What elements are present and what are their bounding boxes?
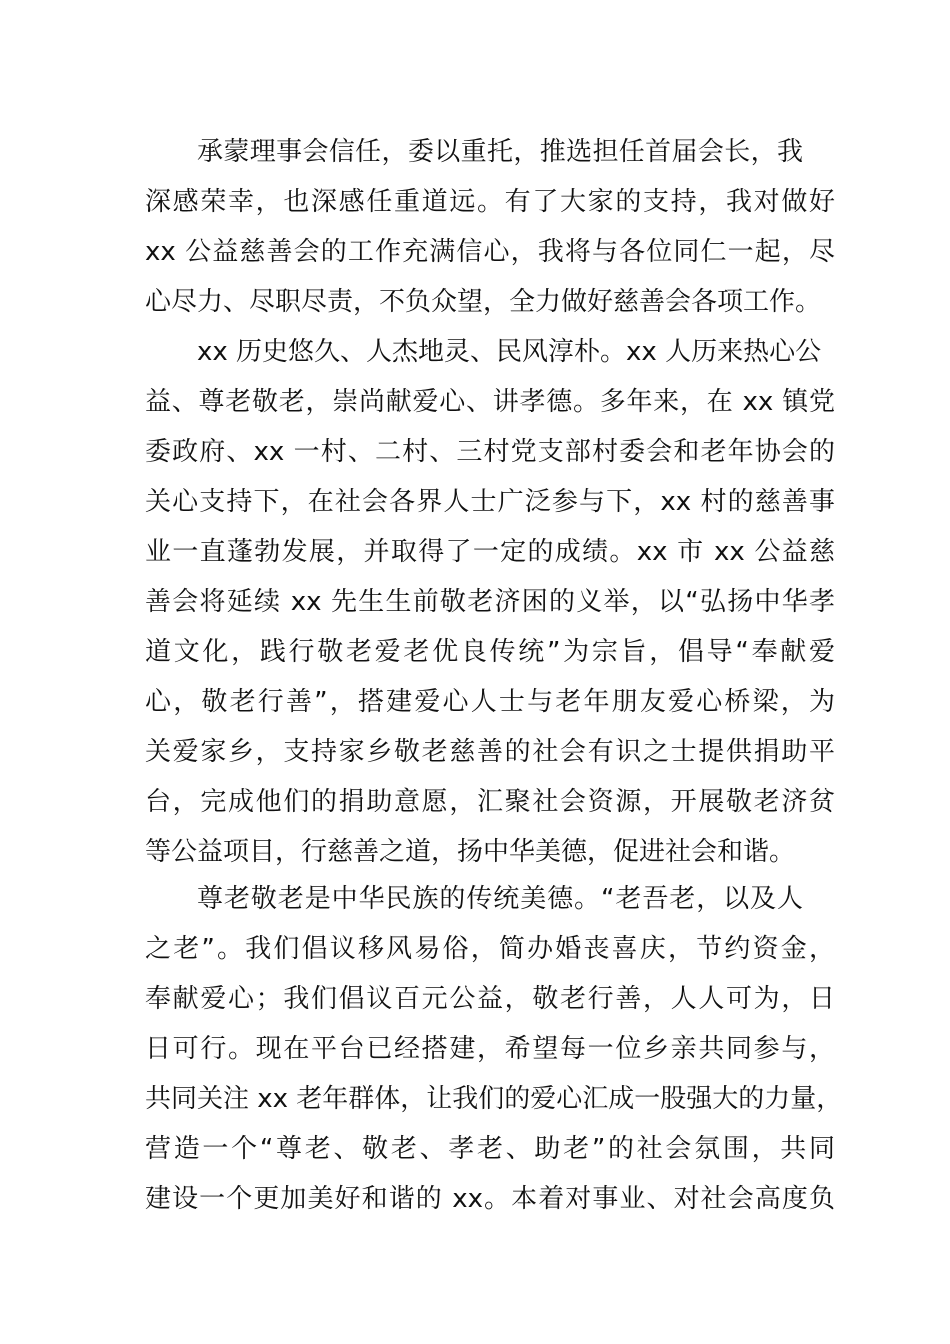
line-p3-4: 日可行。现在平台已经搭建，希望每一位乡亲共同参与， [145, 1034, 835, 1064]
line-p1-4: 心尽力、尽职尽责，不负众望，全力做好慈善会各项工作。 [145, 287, 822, 317]
line-p2-5: 业一直蓬勃发展，并取得了一定的成绩。xx 市 xx 公益慈 [145, 537, 835, 567]
line-p1-3: xx 公益慈善会的工作充满信心，我将与各位同仁一起，尽 [145, 237, 835, 267]
line-p3-3: 奉献爱心；我们倡议百元公益，敬老行善，人人可为，日 [145, 984, 835, 1014]
line-p2-7: 道文化，践行敬老爱老优良传统”为宗旨，倡导“奉献爱 [145, 637, 835, 667]
line-p2-10: 台，完成他们的捐助意愿，汇聚社会资源，开展敬老济贫 [145, 787, 835, 817]
line-p2-4: 关心支持下，在社会各界人士广泛参与下，xx 村的慈善事 [145, 487, 835, 517]
line-p2-6: 善会将延续 xx 先生生前敬老济困的义举，以“弘扬中华孝 [145, 587, 835, 617]
line-p1-2: 深感荣幸，也深感任重道远。有了大家的支持，我对做好 [145, 187, 835, 217]
line-p2-9: 关爱家乡，支持家乡敬老慈善的社会有识之士提供捐助平 [145, 737, 835, 767]
line-p2-2: 益、尊老敬老，崇尚献爱心、讲孝德。多年来，在 xx 镇党 [145, 387, 835, 417]
line-p1-1: 承蒙理事会信任，委以重托，推选担任首届会长，我 [197, 137, 803, 167]
line-p2-3: 委政府、xx 一村、二村、三村党支部村委会和老年协会的 [145, 437, 835, 467]
line-p3-6: 营造一个“尊老、敬老、孝老、助老”的社会氛围，共同 [145, 1134, 835, 1164]
line-p2-11: 等公益项目，行慈善之道，扬中华美德，促进社会和谐。 [145, 837, 796, 867]
line-p3-7: 建设一个更加美好和谐的 xx。本着对事业、对社会高度负 [145, 1184, 835, 1214]
line-p3-1: 尊老敬老是中华民族的传统美德。“老吾老，以及人 [197, 884, 803, 914]
line-p2-1: xx 历史悠久、人杰地灵、民风淳朴。xx 人历来热心公 [197, 337, 822, 367]
line-p3-2: 之老”。我们倡议移风易俗，简办婚丧喜庆，节约资金， [145, 934, 835, 964]
line-p3-5: 共同关注 xx 老年群体，让我们的爱心汇成一股强大的力量， [145, 1084, 843, 1114]
line-p2-8: 心，敬老行善”，搭建爱心人士与老年朋友爱心桥梁，为 [145, 687, 835, 717]
